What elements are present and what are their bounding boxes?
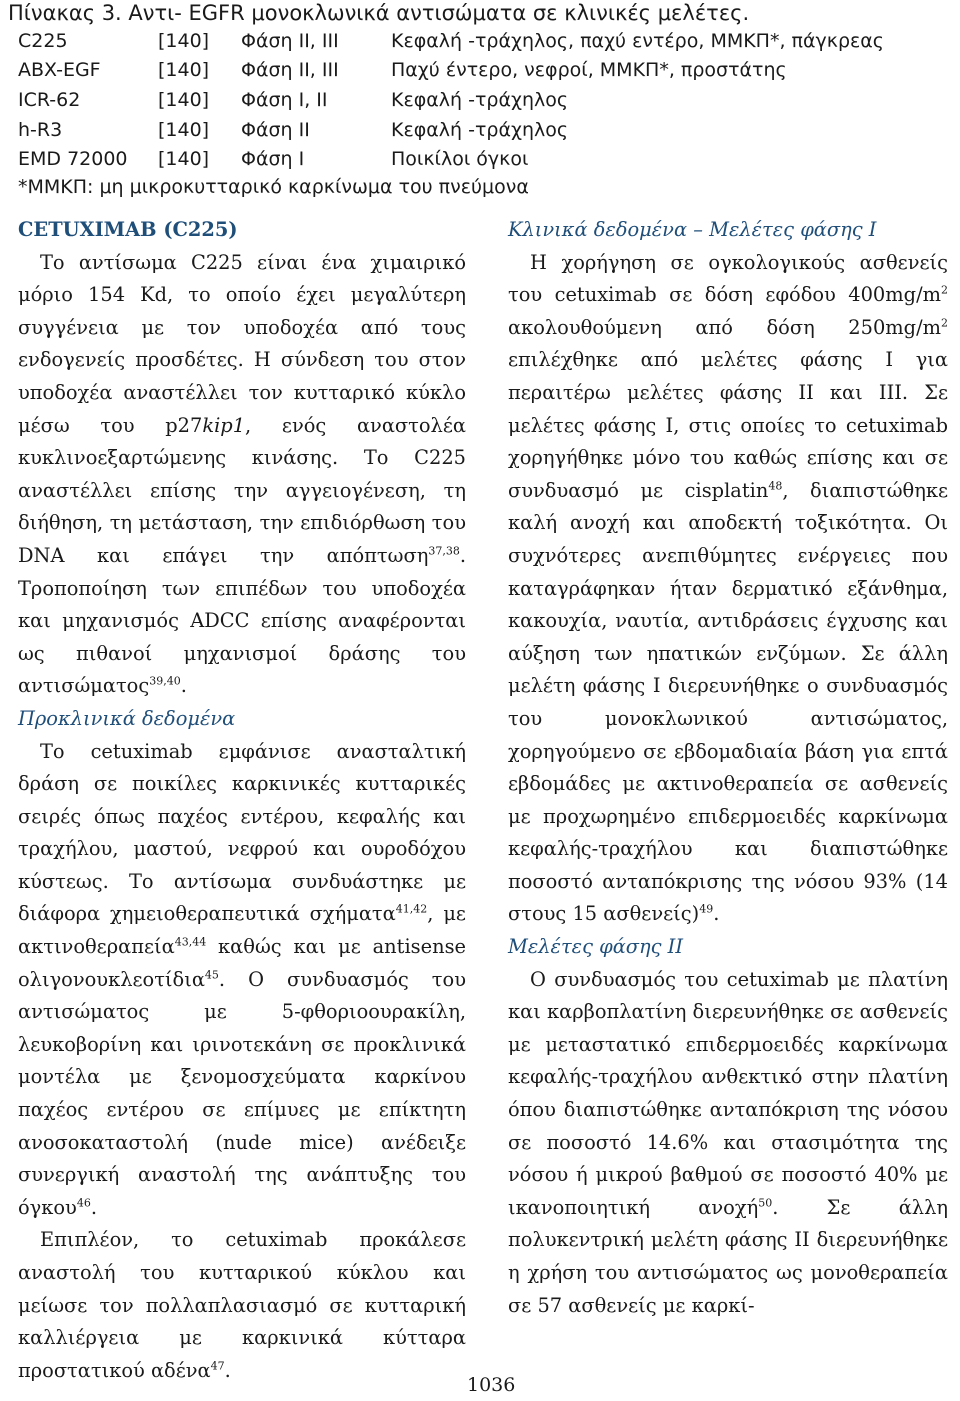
- phase-cell: Φάση Ι, ΙΙ: [241, 88, 328, 111]
- right-column: [508, 214, 948, 1322]
- phase-cell: Φάση ΙΙ, ΙΙΙ: [241, 59, 339, 82]
- indication-cell: Κεφαλή -τράχηλος: [391, 118, 569, 141]
- table-row: [18, 26, 884, 56]
- antibody-table: [18, 26, 884, 174]
- reference-cell: [140]: [158, 59, 210, 82]
- paragraph-phase-1: Η χορήγηση σε ογκολογικούς ασθενείς του cetuximab σε δόση εφόδου $400mg/m^2$ ακολουθούμενη από δόση $250mg/m^2$ επιλέχθηκε από μελέτες φάσης Ι για περαιτέρω μελέτες φάσης ΙΙ και ΙΙΙ. Σε μελέτες φάσης Ι, στις οποίες το cetuximab χορηγήθηκε μόνο του καθώς επίσης και σε συνδυασμό με cisplatin$^{48}$, διαπιστώθηκε καλή ανοχή και αποδεκτή τοξικότητα. Οι συχνότερες ανεπιθύμητες ενέργειες που καταγράφηκαν ήταν δερματικό εξάνθημα, κακουχία, ναυτία, αντιδράσεις έγχυσης και αύξηση των ηπατικών ενζύμων. Σε άλλη μελέτη φάσης Ι διερευνήθηκε ο συνδυασμός του μονοκλωνικού αντισώματος, χορηγούμενο σε εβδομαδιαία βάση για επτά εβδομάδες με ακτινοθεραπεία σε ασθενείς με προχωρημένο επιδερμοειδές καρκίνωμα κεφαλής-τραχήλου και διαπιστώθηκε ποσοστό ανταπόκρισης της νόσου 93% (14 στους 15 ασθενείς)$^{49}$.: [508, 250, 949, 926]
- paragraph-cell-cycle: Επιπλέον, το cetuximab προκάλεσε αναστολή του κυτταρικού κύκλου και μείωσε τον πολλαπλασιασμό σε κυτταρική καλλιέργεια με καρκινικά κύτταρα προστατικού αδένα$^{47}$.: [18, 1228, 466, 1382]
- phase-cell: Φάση ΙΙ, ΙΙΙ: [241, 29, 339, 52]
- table-row: [18, 144, 884, 174]
- table-caption: Πίνακας 3. Αντι- EGFR μονοκλωνικά αντισώματα σε κλινικές μελέτες.: [8, 1, 750, 25]
- antibody-name-cell: h-R3: [18, 118, 63, 141]
- subheading-phase-2: Μελέτες φάσης ΙΙ: [508, 935, 683, 959]
- phase-cell: Φάση ΙΙ: [241, 118, 310, 141]
- antibody-name-cell: C225: [18, 29, 68, 52]
- reference-cell: [140]: [158, 88, 210, 111]
- reference-cell: [140]: [158, 118, 210, 141]
- table-row: [18, 85, 884, 115]
- subheading-phase-1: Κλινικά δεδομένα – Μελέτες φάσης Ι: [508, 218, 877, 241]
- indication-cell: Ποικίλοι όγκοι: [391, 148, 529, 171]
- reference-cell: [140]: [158, 29, 210, 52]
- paragraph-mechanism: Το αντίσωμα C225 είναι ένα χιμαιρικό μόριο 154 Kd, το οποίο έχει μεγαλύτερη συγγένεια με τον υποδοχέα από τους ενδογενείς προσδέτες. Η σύνδεση του στον υποδοχέα αναστέλλει τον κυτταρικό κύκλο μέσω του p27kip1, ενός αναστολέα κυκλινοεξαρτώμενης κινάσης. Το C225 αναστέλλει επίσης την αγγειογένεση, τη διήθηση, τη μετάσταση, την επιδιόρθωση του DNA και επάγει την απόπτωση$^{37,38}$. Τροποποίηση των επιπέδων του υποδοχέα και μηχανισμός ADCC επίσης αναφέρονται ως πιθανοί μηχανισμοί δράσης του αντισώματος$^{39,40}$.: [18, 250, 466, 698]
- indication-cell: Κεφαλή -τράχηλος: [391, 88, 569, 111]
- subheading-preclinical: Προκλινικά δεδομένα: [18, 706, 236, 730]
- table-footnote: *ΜΜΚΠ: μη μικροκυτταρικό καρκίνωμα του πνεύμονα: [18, 176, 529, 198]
- section-heading-cetuximab: CETUXIMAB (C225): [18, 218, 238, 241]
- antibody-name-cell: ABX-EGF: [18, 59, 101, 82]
- indication-cell: Κεφαλή -τράχηλος, παχύ εντέρο, ΜΜΚΠ*, πάγκρεας: [391, 29, 884, 52]
- table-row: [18, 115, 884, 145]
- reference-cell: [140]: [158, 148, 210, 171]
- paragraph-phase-2: Ο συνδυασμός του cetuximab με πλατίνη και καρβοπλατίνη διερευνήθηκε σε ασθενείς με μεταστατικό επιδερμοειδές καρκίνωμα κεφαλής-τραχήλου ανθεκτικό στην πλατίνη όπου διαπιστώθηκε ανταπόκριση της νόσου σε ποσοστό 14.6% και στασιμότητα της νόσου ή μικρού βαθμού σε ποσοστό 40% με ικανοποιητική ανοχή$^{50}$. Σε άλλη πολυκεντρική μελέτη φάσης ΙΙ διερευνήθηκε η χρήση του αντισώματος ως μονοθεραπεία σε 57 ασθενείς με καρκί-: [508, 967, 948, 1317]
- page-number: 1036: [467, 1374, 516, 1396]
- indication-cell: Παχύ έντερο, νεφροί, ΜΜΚΠ*, προστάτης: [391, 59, 787, 82]
- left-column: [18, 214, 466, 1387]
- antibody-name-cell: EMD 72000: [18, 148, 128, 171]
- paragraph-preclinical: Το cetuximab εμφάνισε ανασταλτική δράση σε ποικίλες καρκινικές κυτταρικές σειρές όπως παχέος εντέρου, κεφαλής και τραχήλου, μαστού, νεφρού και ουροδόχου κύστεως. Το αντίσωμα συνδυάστηκε με διάφορα χημειοθεραπευτικά σχήματα$^{41,42}$, με ακτινοθεραπεία$^{43,44}$ καθώς και με antisense ολιγονουκλεοτίδια$^{45}$. Ο συνδυασμός του αντισώματος με 5-φθοριοουρακίλη, λευκοβορίνη και ιρινοτεκάνη σε προκλινικά μοντέλα με ξενομοσχεύματα καρκίνου παχέος εντέρου σε επίμυες με επίκτητη ανοσοκαταστολή (nude mice) ανέδειξε συνεργική αναστολή της ανάπτυξης του όγκου$^{46}$.: [18, 739, 466, 1219]
- phase-cell: Φάση Ι: [241, 148, 305, 171]
- table-row: [18, 56, 884, 86]
- antibody-name-cell: ICR-62: [18, 88, 81, 111]
